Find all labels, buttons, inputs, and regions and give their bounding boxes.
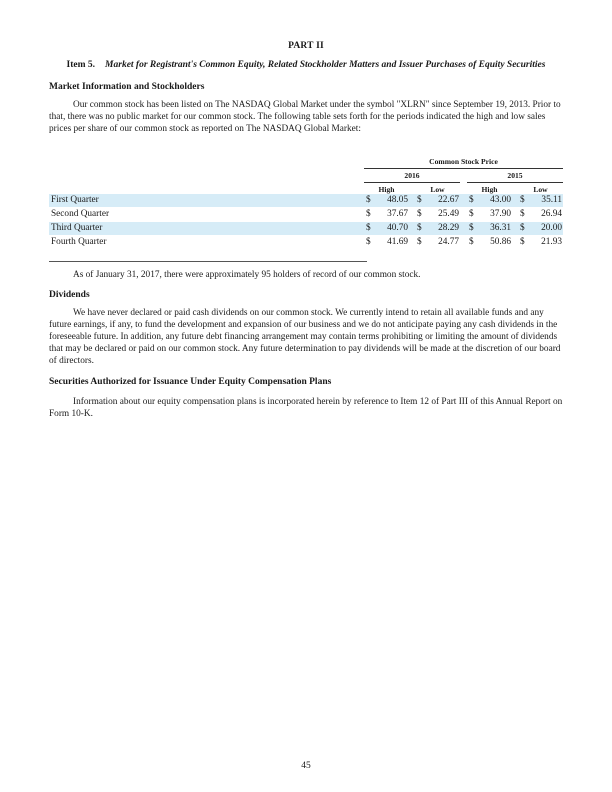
currency-symbol: $ [366, 237, 371, 247]
col-header-high-2015: High [481, 185, 498, 194]
cell-value: 36.31 [490, 223, 511, 233]
item-title: Market for Registrant's Common Equity, Related Stockholder Matters and Issuer Purchases of Equity Securities [105, 60, 546, 70]
securities-heading: Securities Authorized for Issuance Under Equity Compensation Plans [49, 377, 332, 387]
table-group-header: Common Stock Price [429, 157, 498, 166]
dividends-paragraph: We have never declared or paid cash dividends on our common stock. We currently intend to retain all available funds and any future earnings, if any, to fund the development and expansion of our business and we do not anticipate paying any cash dividends in the foreseeable future. In addition, any future debt financing arrangement may contain terms prohibiting or limiting the amount of dividends that may be declared or paid on our common stock. Any future determination to pay dividends will be made at the discretion of our board of directors. [49, 308, 561, 366]
currency-symbol: $ [469, 195, 474, 205]
row-label: Second Quarter [51, 209, 110, 219]
year-rule-2015 [467, 182, 563, 183]
table-row [49, 194, 563, 207]
year-header-2016: 2016 [404, 171, 420, 180]
cell-value: 22.67 [438, 195, 459, 205]
securities-paragraph: Information about our equity compensation plans is incorporated herein by reference to Item 12 of Part III of this Annual Report on Form 10-K. [49, 397, 563, 419]
part-title: PART II [288, 41, 324, 51]
item-number: Item 5. [66, 60, 96, 70]
holders-paragraph: As of January 31, 2017, there were approximately 95 holders of record of our common stock. [73, 270, 421, 280]
currency-symbol: $ [366, 195, 371, 205]
currency-symbol: $ [520, 223, 525, 233]
currency-symbol: $ [417, 223, 422, 233]
market-heading: Market Information and Stockholders [49, 82, 205, 92]
table-group-rule [364, 168, 563, 169]
cell-value: 25.49 [438, 209, 459, 219]
item-heading [0, 60, 612, 70]
currency-symbol: $ [366, 209, 371, 219]
cell-value: 26.94 [541, 209, 562, 219]
currency-symbol: $ [520, 237, 525, 247]
cell-value: 20.00 [541, 223, 562, 233]
cell-value: 37.90 [490, 209, 511, 219]
currency-symbol: $ [469, 237, 474, 247]
table-row [49, 222, 563, 235]
table-row [49, 236, 563, 249]
col-header-low-2015: Low [533, 185, 548, 194]
col-header-low-2016: Low [430, 185, 445, 194]
page-number: 45 [301, 761, 311, 771]
col-header-high-2016: High [378, 185, 395, 194]
cell-value: 50.86 [490, 237, 511, 247]
row-label: Fourth Quarter [51, 237, 107, 247]
cell-value: 28.29 [438, 223, 459, 233]
currency-symbol: $ [417, 209, 422, 219]
table-row [49, 208, 563, 221]
row-label: Third Quarter [51, 223, 103, 233]
market-paragraph: Our common stock has been listed on The NASDAQ Global Market under the symbol "XLRN" since September 19, 2013. Prior to that, there was no public market for our common stock. The following table sets forth for the periods indicated the high and low sales prices per share of our common stock as reported on The NASDAQ Global Market: [49, 100, 561, 134]
cell-value: 21.93 [541, 237, 562, 247]
currency-symbol: $ [520, 195, 525, 205]
table-footnote-rule [49, 261, 367, 262]
cell-value: 41.69 [387, 237, 408, 247]
currency-symbol: $ [417, 195, 422, 205]
cell-value: 24.77 [438, 237, 459, 247]
currency-symbol: $ [417, 237, 422, 247]
currency-symbol: $ [366, 223, 371, 233]
currency-symbol: $ [469, 209, 474, 219]
cell-value: 48.05 [387, 195, 408, 205]
year-header-2015: 2015 [507, 171, 523, 180]
currency-symbol: $ [520, 209, 525, 219]
cell-value: 35.11 [541, 195, 562, 205]
dividends-heading: Dividends [49, 290, 90, 300]
row-label: First Quarter [51, 195, 99, 205]
currency-symbol: $ [469, 223, 474, 233]
year-rule-2016 [364, 182, 460, 183]
cell-value: 37.67 [387, 209, 408, 219]
cell-value: 40.70 [387, 223, 408, 233]
cell-value: 43.00 [490, 195, 511, 205]
